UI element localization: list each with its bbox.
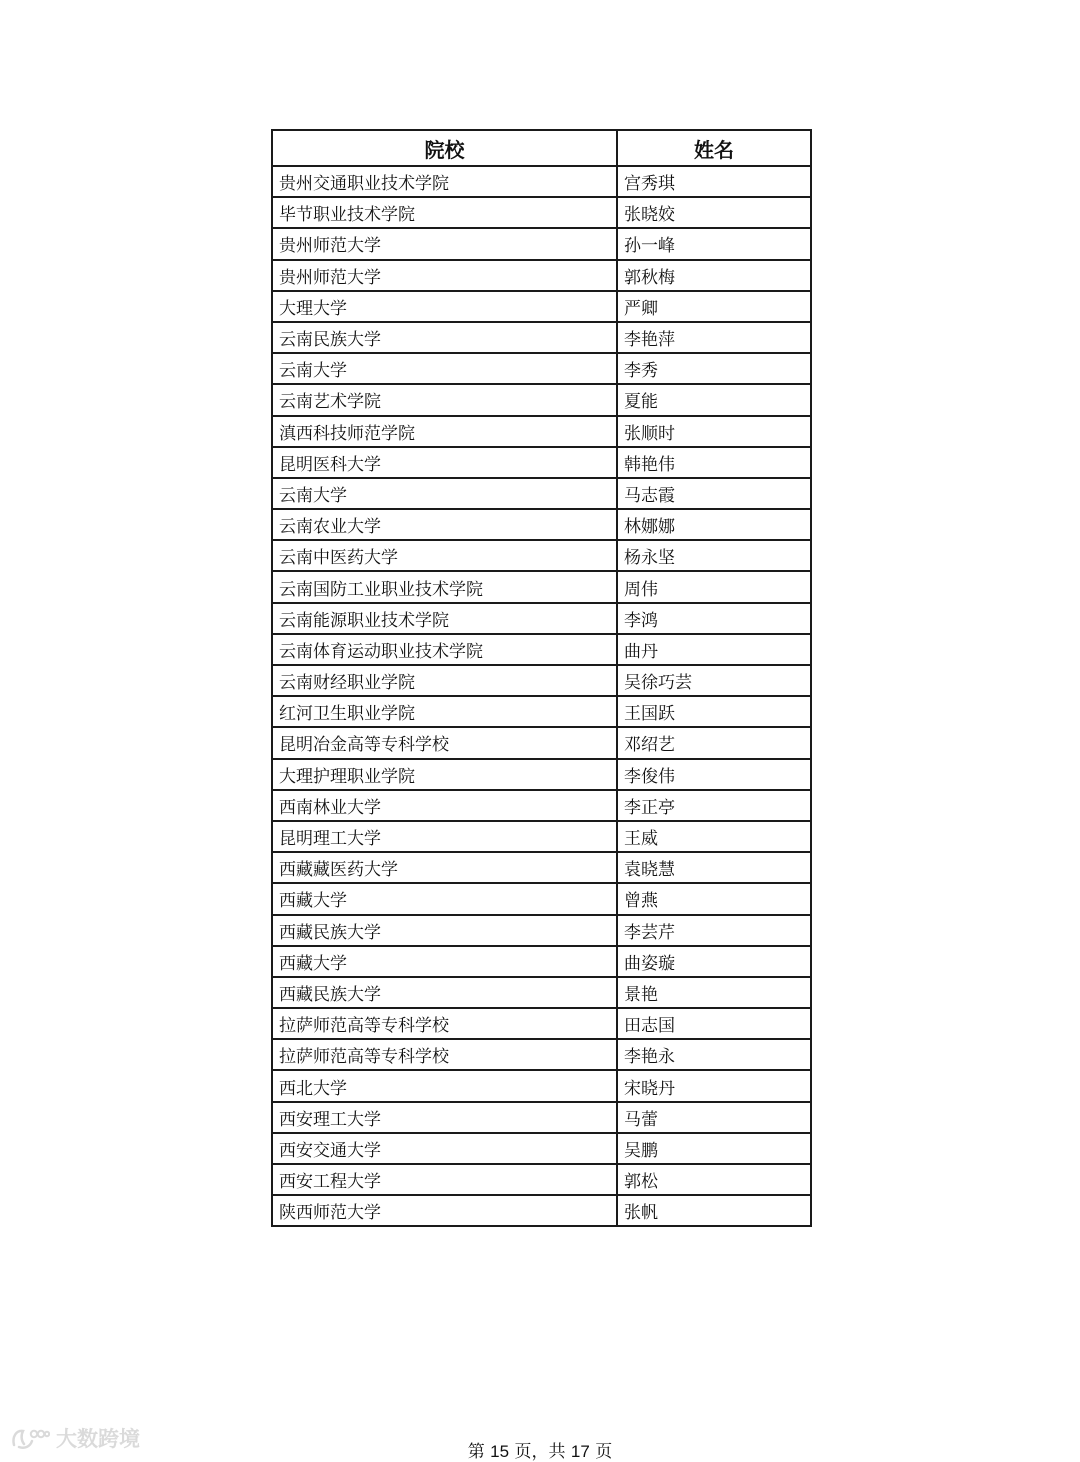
school-cell: 云南能源职业技术学院 [272, 603, 617, 634]
name-cell: 王国跃 [617, 696, 811, 727]
roster-table [271, 129, 812, 1227]
table-row [272, 977, 811, 1008]
table-row [272, 416, 811, 447]
school-cell: 西藏民族大学 [272, 977, 617, 1008]
school-cell: 西安工程大学 [272, 1164, 617, 1195]
school-cell: 西藏大学 [272, 883, 617, 914]
school-cell: 滇西科技师范学院 [272, 416, 617, 447]
name-cell: 林娜娜 [617, 509, 811, 540]
watermark [10, 1423, 140, 1453]
school-cell: 云南大学 [272, 353, 617, 384]
table-row [272, 883, 811, 914]
table-row [272, 603, 811, 634]
name-cell: 袁晓慧 [617, 852, 811, 883]
name-cell: 邓绍艺 [617, 727, 811, 758]
column-header-name: 姓名 [617, 130, 811, 166]
school-cell: 贵州交通职业技术学院 [272, 166, 617, 197]
table-row [272, 322, 811, 353]
school-cell: 大理大学 [272, 291, 617, 322]
table-row [272, 166, 811, 197]
table-row [272, 1195, 811, 1226]
footer-middle: 页，共 [509, 1442, 571, 1462]
school-cell: 云南中医药大学 [272, 540, 617, 571]
table-row [272, 727, 811, 758]
school-cell: 拉萨师范高等专科学校 [272, 1008, 617, 1039]
school-cell: 陕西师范大学 [272, 1195, 617, 1226]
school-cell: 西藏藏医药大学 [272, 852, 617, 883]
name-cell: 李鸿 [617, 603, 811, 634]
school-cell: 云南国防工业职业技术学院 [272, 571, 617, 602]
name-cell: 李正亭 [617, 790, 811, 821]
footer-prefix: 第 [467, 1442, 491, 1462]
name-cell: 曲丹 [617, 634, 811, 665]
school-cell: 西安交通大学 [272, 1133, 617, 1164]
school-cell: 贵州师范大学 [272, 260, 617, 291]
name-cell: 曲姿璇 [617, 946, 811, 977]
name-cell: 吴鹏 [617, 1133, 811, 1164]
name-cell: 周伟 [617, 571, 811, 602]
name-cell: 曾燕 [617, 883, 811, 914]
name-cell: 张帆 [617, 1195, 811, 1226]
name-cell: 吴徐巧芸 [617, 665, 811, 696]
school-cell: 红河卫生职业学院 [272, 696, 617, 727]
name-cell: 李芸芹 [617, 915, 811, 946]
name-cell: 杨永坚 [617, 540, 811, 571]
school-cell: 云南大学 [272, 478, 617, 509]
table-row [272, 291, 811, 322]
school-cell: 西北大学 [272, 1070, 617, 1101]
watermark-logo-icon [10, 1425, 50, 1451]
name-cell: 马志霞 [617, 478, 811, 509]
school-cell: 昆明医科大学 [272, 447, 617, 478]
column-header-school: 院校 [272, 130, 617, 166]
table-row [272, 540, 811, 571]
name-cell: 宋晓丹 [617, 1070, 811, 1101]
table-row [272, 1070, 811, 1101]
table-row [272, 759, 811, 790]
school-cell: 西藏大学 [272, 946, 617, 977]
table-row [272, 634, 811, 665]
name-cell: 李艳永 [617, 1039, 811, 1070]
school-cell: 大理护理职业学院 [272, 759, 617, 790]
table-row [272, 1039, 811, 1070]
school-cell: 拉萨师范高等专科学校 [272, 1039, 617, 1070]
school-cell: 西藏民族大学 [272, 915, 617, 946]
table-row [272, 1164, 811, 1195]
table-header-row [272, 130, 811, 166]
school-cell: 云南体育运动职业技术学院 [272, 634, 617, 665]
table-row [272, 260, 811, 291]
name-cell: 郭松 [617, 1164, 811, 1195]
name-cell: 宫秀琪 [617, 166, 811, 197]
table-row [272, 353, 811, 384]
table-row [272, 665, 811, 696]
name-cell: 马蕾 [617, 1102, 811, 1133]
table-row [272, 1133, 811, 1164]
name-cell: 田志国 [617, 1008, 811, 1039]
name-cell: 张晓姣 [617, 197, 811, 228]
name-cell: 张顺时 [617, 416, 811, 447]
table-row [272, 821, 811, 852]
name-cell: 夏能 [617, 384, 811, 415]
table-row [272, 852, 811, 883]
table-row [272, 946, 811, 977]
school-cell: 云南艺术学院 [272, 384, 617, 415]
table-row [272, 228, 811, 259]
table-row [272, 478, 811, 509]
name-cell: 景艳 [617, 977, 811, 1008]
school-cell: 贵州师范大学 [272, 228, 617, 259]
footer-total-pages: 17 [570, 1442, 590, 1461]
table-row [272, 384, 811, 415]
name-cell: 李艳萍 [617, 322, 811, 353]
name-cell: 严卿 [617, 291, 811, 322]
watermark-text: 大数跨境 [56, 1427, 140, 1451]
school-cell: 西南林业大学 [272, 790, 617, 821]
table-row [272, 571, 811, 602]
name-cell: 韩艳伟 [617, 447, 811, 478]
name-cell: 王威 [617, 821, 811, 852]
table-row [272, 1102, 811, 1133]
table-row [272, 696, 811, 727]
table-row [272, 197, 811, 228]
table-row [272, 509, 811, 540]
page-footer [0, 1437, 1080, 1462]
name-cell: 李俊伟 [617, 759, 811, 790]
school-cell: 昆明理工大学 [272, 821, 617, 852]
school-cell: 云南民族大学 [272, 322, 617, 353]
school-cell: 西安理工大学 [272, 1102, 617, 1133]
table-row [272, 447, 811, 478]
name-cell: 郭秋梅 [617, 260, 811, 291]
table-body [272, 166, 811, 1226]
table-row [272, 1008, 811, 1039]
school-cell: 昆明冶金高等专科学校 [272, 727, 617, 758]
school-cell: 云南财经职业学院 [272, 665, 617, 696]
name-cell: 孙一峰 [617, 228, 811, 259]
school-cell: 云南农业大学 [272, 509, 617, 540]
name-cell: 李秀 [617, 353, 811, 384]
footer-page-number: 15 [490, 1442, 510, 1461]
school-cell: 毕节职业技术学院 [272, 197, 617, 228]
footer-suffix: 页 [589, 1442, 613, 1462]
table-row [272, 790, 811, 821]
table-row [272, 915, 811, 946]
